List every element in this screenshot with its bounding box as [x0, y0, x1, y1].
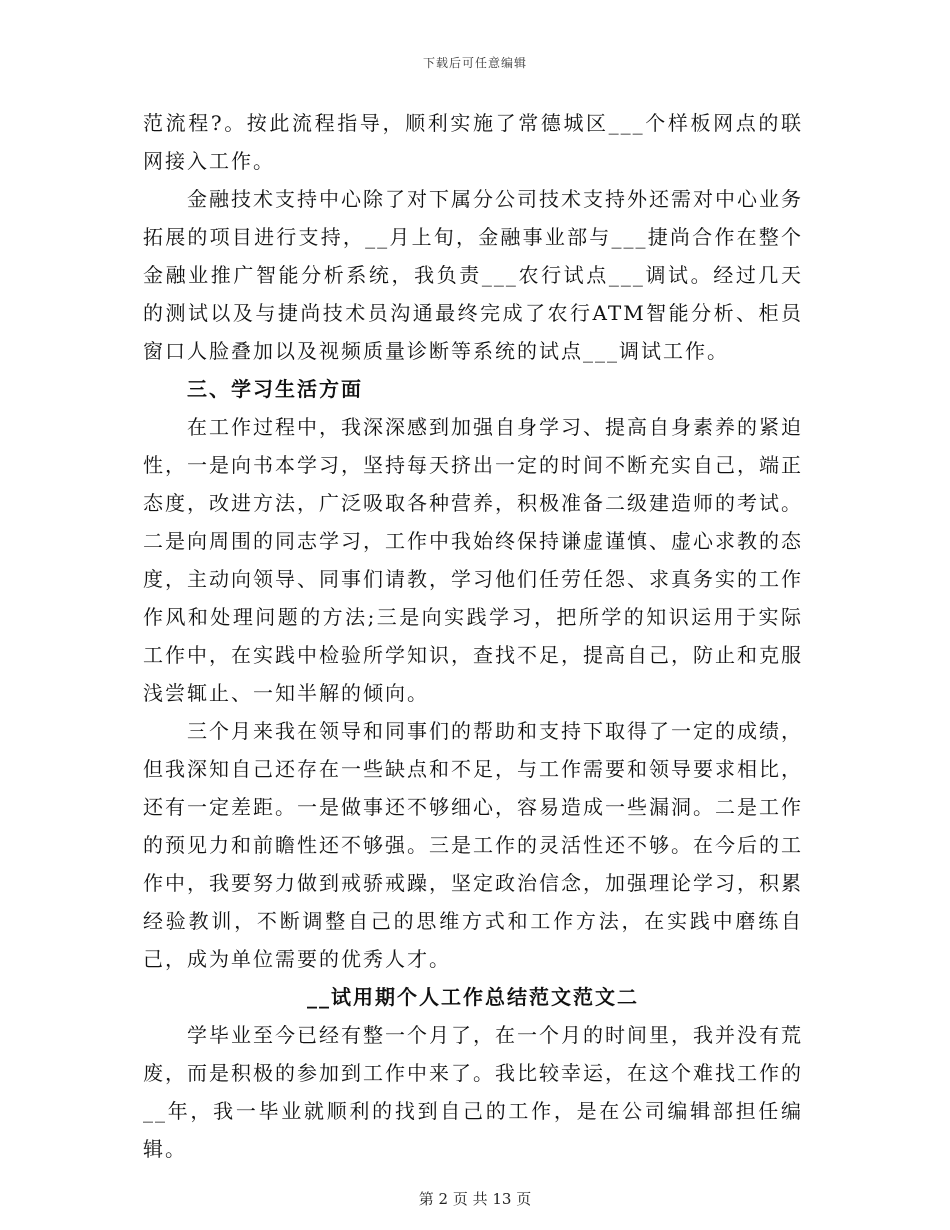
paragraph-self-study: 在工作过程中，我深深感到加强自身学习、提高自身素养的紧迫性，一是向书本学习，坚持每天挤出一定的时间不断充实自己，端正态度，改进方法，广泛吸取各种营养，积极准备二级建造师的考试。二是向周围的同志学习，工作中我始终保持谦虚谨慎、虚心求教的态度，主动向领导、同事们请教，学习他们任劳任怨、求真务实的工作作风和处理问题的方法;三是向实践学习，把所学的知识运用于实际工作中，在实践中检验所学知识，查找不足，提高自己，防止和克服浅尝辄止、一知半解的倾向。	[143, 415, 803, 705]
article-title-two: __试用期个人工作总结范文范文二	[307, 985, 639, 1009]
paragraph-continuation: 范流程?。按此流程指导，顺利实施了常德城区___个样板网点的联网接入工作。	[143, 111, 803, 173]
section-heading-study-life: 三、学习生活方面	[187, 377, 363, 401]
page-header: 下载后可任意编辑	[422, 56, 527, 70]
page-footer: 第 2 页 共 13 页	[418, 1190, 532, 1208]
paragraph-fintech-support: 金融技术支持中心除了对下属分公司技术支持外还需对中心业务拓展的项目进行支持，__月上旬，金融事业部与___捷尚合作在整个金融业推广智能分析系统，我负责___农行试点___调试。经过几天的测试以及与捷尚技术员沟通最终完成了农行ATM智能分析、柜员窗口人脸叠加以及视频质量诊断等系统的试点___调试工作。	[143, 187, 803, 363]
document-body	[143, 104, 803, 1168]
paragraph-shortcomings: 三个月来我在领导和同事们的帮助和支持下取得了一定的成绩，但我深知自己还存在一些缺点和不足，与工作需要和领导要求相比，还有一定差距。一是做事还不够细心，容易造成一些漏洞。二是工作的预见力和前瞻性还不够强。三是工作的灵活性还不够。在今后的工作中，我要努力做到戒骄戒躁，坚定政治信念，加强理论学习，积累经验教训，不断调整自己的思维方式和工作方法，在实践中磨练自己，成为单位需要的优秀人才。	[143, 719, 803, 971]
paragraph-graduation: 学毕业至今已经有整一个月了，在一个月的时间里，我并没有荒废，而是积极的参加到工作中来了。我比较幸运，在这个难找工作的__年，我一毕业就顺利的找到自己的工作，是在公司编辑部担任编辑。	[143, 1023, 803, 1161]
